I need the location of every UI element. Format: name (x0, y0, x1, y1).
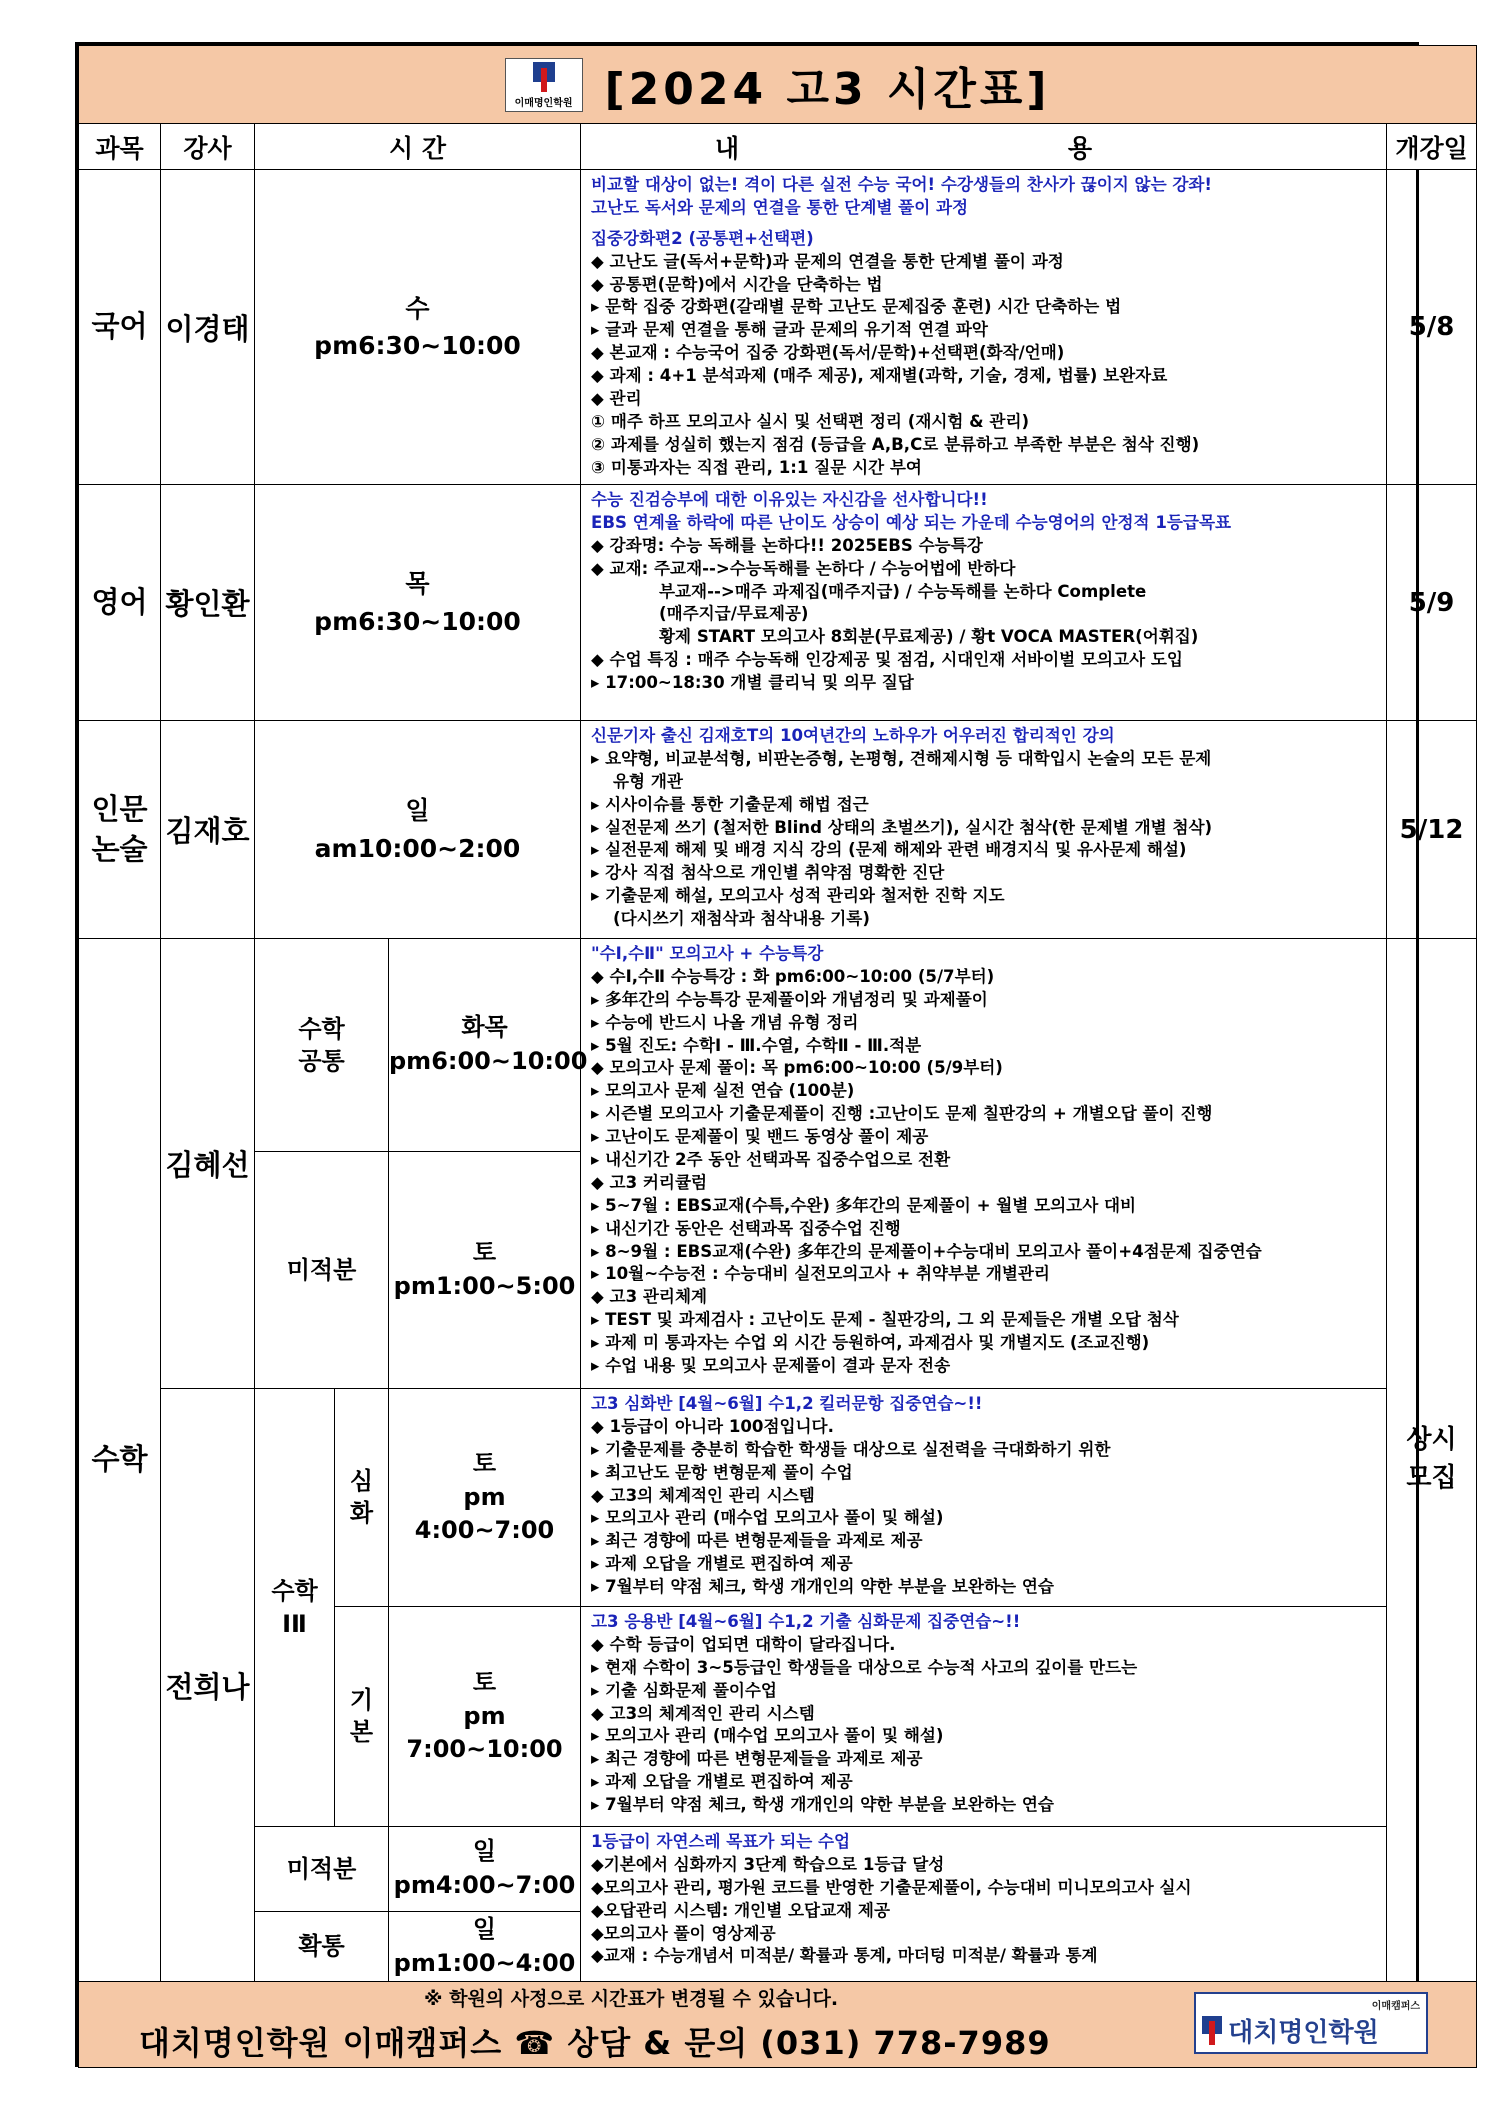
row-math-jeon-calc (79, 1827, 1477, 1912)
start-math-2: 모집 (1406, 1463, 1457, 1493)
english-line: EBS 연계율 하락에 따른 난이도 상승이 예상 되는 가운데 수능영어의 안정적 1등급목표 (591, 512, 1232, 532)
footer-logo (1194, 1992, 1428, 2054)
english-line: ◆ 강좌명: 수능 독해를 논하다!! 2025EBS 수능특강 (591, 535, 983, 555)
day-math-basic: 토 (472, 1668, 497, 1697)
schedule-math-adv (389, 1389, 581, 1607)
start-essay: 5/12 (1387, 721, 1477, 939)
col-header-start: 개강일 (1387, 124, 1477, 170)
schedule-math-kim-calc (389, 1152, 581, 1389)
math-adv-line: ▸ 7월부터 약점 체크, 학생 개개인의 약한 부분을 보완하는 연습 (591, 1577, 1054, 1597)
math-kim-line: "수Ⅰ,수Ⅱ" 모의고사 + 수능특강 (591, 944, 824, 963)
title-row (79, 46, 1477, 124)
day-math-adv: 토 (472, 1449, 497, 1478)
korean-line: ▸ 문학 집중 강화편(갈래별 문학 고난도 문제집중 훈련) 시간 단축하는 법 (591, 297, 1122, 317)
teacher-korean: 이경태 (161, 170, 255, 485)
math-basic-line: ▸ 현재 수학이 3~5등급인 학생들을 대상으로 수능적 사고의 깊이를 만드는 (591, 1657, 1138, 1677)
time-english: pm6:30~10:00 (314, 606, 521, 636)
time-math-common: pm6:00~10:00 (389, 1047, 588, 1075)
course-math-jeon-1: 수학 (271, 1577, 318, 1606)
start-korean: 5/8 (1387, 170, 1477, 485)
day-essay: 일 (405, 796, 430, 825)
math-basic-line: 고3 응용반 [4월~6월] 수1,2 기출 심화문제 집중연습~!! (591, 1612, 1021, 1631)
math-kim-line: ◆ 고3 관리체계 (591, 1287, 708, 1307)
korean-line: 고난도 독서와 문제의 연결을 통한 단계별 풀이 과정 (591, 197, 969, 217)
course-math-common (255, 939, 389, 1152)
korean-line: ▸ 글과 문제 연결을 통해 글과 문제의 유기적 연결 파악 (591, 320, 988, 340)
footer-logo-name: 대치명인학원 (1228, 2018, 1379, 2048)
schedule-english (255, 485, 581, 721)
course-math-jeon (255, 1389, 335, 1827)
level-basic-2: 본 (349, 1717, 374, 1746)
course-math-kim-calc: 미적분 (255, 1152, 389, 1389)
col-header-subject: 과목 (79, 124, 161, 170)
korean-line: ◆ 관리 (591, 389, 642, 409)
math-basic-line: ▸ 과제 오답을 개별로 편집하여 제공 (591, 1772, 853, 1792)
teacher-english: 황인환 (161, 485, 255, 721)
row-math-kim-common (79, 939, 1477, 1152)
time-math-adv: 4:00~7:00 (414, 1516, 555, 1545)
time-math-jeon-prob: pm1:00~4:00 (393, 1948, 576, 1977)
schedule-math-jeon-calc (389, 1827, 581, 1912)
row-english (79, 485, 1477, 721)
math-kim-line: ▸ 8~9월 : EBS교재(수완) 多年간의 문제풀이+수능대비 모의고사 풀이+4점문제 집중연습 (591, 1241, 1262, 1261)
schedule-essay (255, 721, 581, 939)
math-kim-line: ▸ 10월~수능전 : 수능대비 실전모의고사 + 취약부분 개별관리 (591, 1264, 1050, 1284)
subject-essay-2: 논술 (91, 831, 148, 866)
math-adv-line: ▸ 모의고사 관리 (매수업 모의고사 풀이 및 해설) (591, 1508, 944, 1528)
math-adv-line: ◆ 1등급이 아니라 100점입니다. (591, 1416, 834, 1436)
essay-line: ▸ 실전문제 해제 및 배경 지식 강의 (문제 해제와 관련 배경지식 및 유사문제 해설) (591, 840, 1187, 860)
start-math-1: 상시 (1406, 1425, 1457, 1456)
korean-line: 집중강화편2 (공통편+선택편) (591, 228, 814, 248)
korean-line: ③ 미통과자는 직접 관리, 1:1 질문 시간 부여 (591, 457, 922, 477)
math-kim-line: ▸ 고난이도 문제풀이 및 밴드 동영상 풀이 제공 (591, 1127, 929, 1147)
math-kim-line: ▸ 모의고사 문제 실전 연습 (100분) (591, 1081, 855, 1101)
row-essay (79, 721, 1477, 939)
english-line: ▸ 17:00~18:30 개별 클리닉 및 의무 질답 (591, 673, 914, 693)
day-english: 목 (405, 569, 430, 598)
subject-korean: 국어 (79, 170, 161, 485)
math-adv-line: ◆ 고3의 체계적인 관리 시스템 (591, 1485, 815, 1505)
math-basic-line: ▸ 모의고사 관리 (매수업 모의고사 풀이 및 해설) (591, 1726, 944, 1746)
math-calc-line: ◆모의고사 풀이 영상제공 (591, 1923, 776, 1943)
course-math-jeon-prob: 확통 (255, 1912, 389, 1982)
content-korean (581, 170, 1387, 485)
content-math-basic (581, 1607, 1387, 1827)
content-english (581, 485, 1387, 721)
english-line: 황제 START 모의고사 8회분(무료제공) / 황t VOCA MASTER(어휘집) (659, 627, 1199, 647)
math-calc-line: ◆기본에서 심화까지 3단계 학습으로 1등급 달성 (591, 1854, 945, 1874)
teacher-essay: 김재호 (161, 721, 255, 939)
row-math-jeon-adv (79, 1389, 1477, 1607)
korean-line: 비교할 대상이 없는! 격이 다른 실전 수능 국어! 수강생들의 찬사가 끊이지 않는 강좌! (591, 175, 1213, 194)
math-kim-line: ▸ 수능에 반드시 나올 개념 유형 정리 (591, 1012, 859, 1032)
time-math-kim-calc: pm1:00~5:00 (393, 1272, 576, 1300)
english-line: 수능 진검승부에 대한 이유있는 자신감을 선사합니다!! (591, 490, 988, 509)
essay-line: (다시쓰기 재첨삭과 첨삭내용 기록) (613, 909, 870, 929)
footer-logo-mark-icon (1202, 2016, 1224, 2046)
essay-line: 유형 개관 (613, 771, 683, 791)
course-math-jeon-2: ⅠⅡ (282, 1609, 307, 1638)
math-calc-line: ◆모의고사 관리, 평가원 코드를 반영한 기출문제풀이, 수능대비 미니모의고사 실시 (591, 1877, 1192, 1897)
english-line: (매주지급/무료제공) (659, 604, 809, 624)
pm-math-adv: pm (463, 1482, 506, 1511)
subject-math: 수학 (79, 939, 161, 1982)
level-basic-1: 기 (349, 1686, 374, 1715)
day-math-jeon-prob: 일 (472, 1914, 497, 1943)
course-math-common-1: 수학 (298, 1014, 345, 1043)
day-math-common: 화목 (461, 1013, 508, 1042)
math-kim-line: ▸ 시즌별 모의고사 기출문제풀이 진행 :고난이도 문제 칠판강의 + 개별오답 풀이 진행 (591, 1104, 1213, 1124)
level-advanced (335, 1389, 389, 1607)
row-korean (79, 170, 1477, 485)
schedule-math-jeon-prob (389, 1912, 581, 1982)
math-kim-line: ▸ 내신기간 2주 동안 선택과목 집중수업으로 전환 (591, 1150, 951, 1170)
col-header-content: 내 용 (581, 124, 1387, 170)
math-adv-line: ▸ 최근 경향에 따른 변형문제들을 과제로 제공 (591, 1531, 923, 1551)
math-adv-line: 고3 심화반 [4월~6월] 수1,2 킬러문항 집중연습~!! (591, 1394, 983, 1413)
day-math-jeon-calc: 일 (472, 1837, 497, 1866)
col-header-teacher: 강사 (161, 124, 255, 170)
korean-line: ① 매주 하프 모의고사 실시 및 선택편 정리 (재시험 & 관리) (591, 411, 1030, 431)
math-kim-line: ◆ 수Ⅰ,수Ⅱ 수능특강 : 화 pm6:00~10:00 (5/7부터) (591, 966, 995, 986)
math-calc-line: 1등급이 자연스레 목표가 되는 수업 (591, 1832, 851, 1851)
korean-line: ◆ 고난도 글(독서+문학)과 문제의 연결을 통한 단계별 풀이 과정 (591, 251, 1064, 271)
contact-info: 대치명인학원 이매캠퍼스 ☎ 상담 & 문의 (031) 778-7989 (139, 2024, 1051, 2062)
korean-line: ② 과제를 성실히 했는지 점검 (등급을 A,B,C로 분류하고 부족한 부분은 첨삭 진행) (591, 434, 1200, 454)
time-essay: am10:00~2:00 (314, 833, 521, 863)
essay-line: ▸ 실전문제 쓰기 (철저한 Blind 상태의 초벌쓰기), 실시간 첨삭(한 문제별 개별 첨삭) (591, 817, 1213, 837)
english-line: 부교재-->매주 과제집(매주지급) / 수능독해를 논하다 Complete (659, 581, 1147, 601)
time-math-jeon-calc: pm4:00~7:00 (393, 1871, 576, 1899)
start-english: 5/9 (1387, 485, 1477, 721)
level-advanced-1: 심 (349, 1467, 374, 1496)
content-essay (581, 721, 1387, 939)
math-calc-line: ◆오답관리 시스템: 개인별 오답교재 제공 (591, 1900, 890, 1920)
math-kim-line: ▸ 수업 내용 및 모의고사 문제풀이 결과 문자 전송 (591, 1356, 951, 1376)
schedule-math-common (389, 939, 588, 1152)
english-line: ◆ 교재: 주교재-->수능독해를 논하다 / 수능어법에 반하다 (591, 558, 1016, 578)
course-math-jeon-calc: 미적분 (255, 1827, 389, 1912)
math-kim-line: ▸ 과제 미 통과자는 수업 외 시간 등원하여, 과제검사 및 개별지도 (조교진행) (591, 1333, 1150, 1353)
math-adv-line: ▸ 기출문제를 충분히 학습한 학생들 대상으로 실전력을 극대화하기 위한 (591, 1439, 1111, 1459)
timetable-page (75, 42, 1468, 2067)
timetable (78, 45, 1477, 2068)
time-korean: pm6:30~10:00 (314, 331, 521, 360)
math-kim-line: ▸ 多年간의 수능특강 문제풀이와 개념정리 및 과제풀이 (591, 989, 988, 1009)
math-adv-line: ▸ 과제 오답을 개별로 편집하여 제공 (591, 1554, 853, 1574)
schedule-math-basic (389, 1607, 581, 1827)
level-advanced-2: 화 (349, 1498, 374, 1527)
course-math-common-2: 공통 (298, 1047, 345, 1075)
academy-logo (505, 58, 583, 112)
math-kim-line: ▸ 내신기간 동안은 선택과목 집중수업 진행 (591, 1218, 901, 1238)
time-math-basic: 7:00~10:00 (406, 1735, 563, 1764)
schedule-korean (255, 170, 581, 485)
korean-line: ◆ 본교재 : 수능국어 집중 강화편(독서/문학)+선택편(화작/언매) (591, 343, 1065, 363)
math-basic-line: ◆ 수학 등급이 업되면 대학이 달라집니다. (591, 1634, 896, 1654)
essay-line: 신문기자 출신 김재호T의 10여년간의 노하우가 어우러진 합리적인 강의 (591, 726, 1115, 745)
teacher-math-jeon: 전희나 (161, 1389, 255, 1982)
content-math-jeon-calc (581, 1827, 1387, 1982)
teacher-math-kim: 김혜선 (161, 939, 255, 1389)
logo-mark-icon (530, 62, 558, 94)
essay-line: ▸ 시사이슈를 통한 기출문제 해법 접근 (591, 794, 869, 814)
subject-english: 영어 (79, 485, 161, 721)
day-math-kim-calc: 토 (472, 1238, 497, 1267)
start-math (1387, 939, 1477, 1982)
math-basic-line: ▸ 7월부터 약점 체크, 학생 개개인의 약한 부분을 보완하는 연습 (591, 1795, 1054, 1815)
subject-essay-1: 인문 (91, 792, 148, 827)
math-basic-line: ▸ 최근 경향에 따른 변형문제들을 과제로 제공 (591, 1749, 923, 1769)
english-line: ◆ 수업 특징 : 매주 수능독해 인강제공 및 점검, 시대인재 서바이벌 모의고사 도입 (591, 650, 1183, 670)
math-kim-line: ▸ 5월 진도: 수학Ⅰ - Ⅲ.수열, 수학Ⅱ - Ⅲ.적분 (591, 1035, 922, 1055)
math-calc-line: ◆교재 : 수능개념서 미적분/ 확률과 통계, 마더텅 미적분/ 확률과 통계 (591, 1946, 1098, 1966)
footer-row (79, 1982, 1477, 2068)
korean-line: ◆ 공통편(문학)에서 시간을 단축하는 법 (591, 274, 883, 294)
essay-line: ▸ 기출문제 해설, 모의고사 성적 관리와 철저한 진학 지도 (591, 886, 1005, 906)
math-basic-line: ◆ 고3의 체계적인 관리 시스템 (591, 1703, 815, 1723)
math-kim-line: ▸ 5~7월 : EBS교재(수특,수완) 多年간의 문제풀이 + 월별 모의고사 대비 (591, 1195, 1137, 1215)
footer-logo-campus: 이매캠퍼스 (1371, 2001, 1421, 2012)
page-title: [2024 고3 시간표] (604, 63, 1051, 115)
essay-line: ▸ 강사 직접 첨삭으로 개인별 취약점 명확한 진단 (591, 863, 945, 883)
math-kim-line: ▸ TEST 및 과제검사 : 고난이도 문제 - 칠판강의, 그 외 문제들은 개별 오답 첨삭 (591, 1310, 1179, 1330)
schedule-change-note: ※ 학원의 사정으로 시간표가 변경될 수 있습니다. (424, 1988, 839, 2010)
day-korean: 수 (405, 293, 430, 323)
math-kim-line: ◆ 모의고사 문제 풀이: 목 pm6:00~10:00 (5/9부터) (591, 1058, 1003, 1078)
header-row (79, 124, 1477, 170)
subject-essay (79, 721, 161, 939)
content-math-kim (581, 939, 1387, 1389)
col-header-time: 시 간 (255, 124, 581, 170)
essay-line: ▸ 요약형, 비교분석형, 비판논증형, 논평형, 견해제시형 등 대학입시 논술의 모든 문제 (591, 748, 1212, 768)
logo-text: 이매명인학원 (514, 97, 573, 109)
math-kim-line: ◆ 고3 커리큘럼 (591, 1172, 708, 1192)
pm-math-basic: pm (463, 1701, 506, 1730)
math-basic-line: ▸ 기출 심화문제 풀이수업 (591, 1680, 777, 1700)
math-adv-line: ▸ 최고난도 문항 변형문제 풀이 수업 (591, 1462, 853, 1482)
korean-line: ◆ 과제 : 4+1 분석과제 (매주 제공), 제재별(과학, 기술, 경제, 법률) 보완자료 (591, 366, 1168, 386)
content-math-adv (581, 1389, 1387, 1607)
level-basic (335, 1607, 389, 1827)
